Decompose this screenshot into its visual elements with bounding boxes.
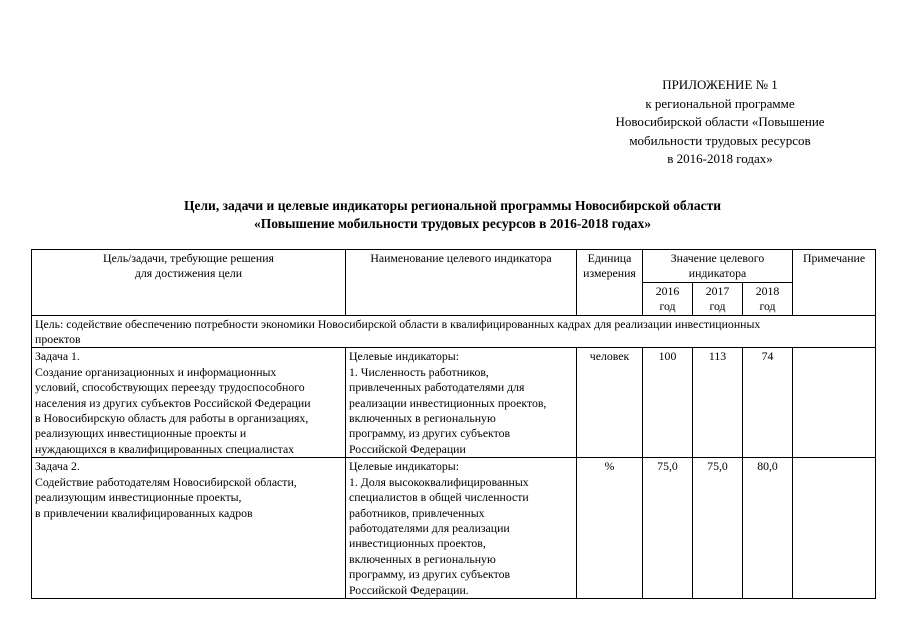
appendix-line: к региональной программе [645,95,795,111]
goal-row [32,315,876,348]
unit-cell: человек [577,348,643,458]
value-2016-cell: 75,0 [643,458,693,599]
header-year-2017: 2017 год [693,282,743,315]
task-cell: Задача 1. Создание организационных и информационных условий, способствующих переезду трудоспособного населения из других субъектов Российской Федерации в Новосибирскую область для работы в организациях, реализующих инвестиционные проекты и нуждающихся в квалифицированных специалистах [32,348,346,458]
appendix-line: в 2016-2018 годах» [667,151,773,166]
header-unit: Единица измерения [577,250,643,316]
appendix-line: ПРИЛОЖЕНИЕ № 1 [662,77,778,92]
header-row [32,250,876,283]
value-2017-cell: 75,0 [693,458,743,599]
document-title [0,197,905,232]
title-line: Цели, задачи и целевые индикаторы региональной программы Новосибирской области [183,198,721,213]
header-indicator-name: Наименование целевого индикатора [346,250,577,316]
unit-cell: % [577,458,643,599]
indicator-cell: Целевые индикаторы: 1. Доля высококвалифицированных специалистов в общей численности работников, привлеченных работодателями для реализации инвестиционных проектов, включенных в региональную программу, из других субъектов Российской Федерации. [346,458,577,599]
header-goal-tasks: Цель/задачи, требующие решения для достижения цели [32,250,346,316]
task-cell: Задача 2. Содействие работодателям Новосибирской области, реализующим инвестиционные проекты, в привлечении квалифицированных кадров [32,458,346,599]
indicators-table [31,249,876,599]
appendix-line: мобильности трудовых ресурсов [629,132,811,148]
title-line: «Повышение мобильности трудовых ресурсов в 2016-2018 годах» [254,215,651,231]
header-year-2018: 2018 год [743,282,793,315]
appendix-line: Новосибирской области «Повышение [615,114,825,129]
appendix-header [600,76,840,169]
indicator-cell: Целевые индикаторы: 1. Численность работников, привлеченных работодателями для реализации инвестиционных проектов, включенных в региональную программу, из других субъектов Российской Федерации [346,348,577,458]
header-note: Примечание [793,250,876,316]
header-year-2016: 2016 год [643,282,693,315]
note-cell [793,458,876,599]
value-2018-cell: 80,0 [743,458,793,599]
goal-cell: Цель: содействие обеспечению потребности экономики Новосибирской области в квалифицированных кадрах для реализации инвестиционных проектов [32,315,876,348]
value-2018-cell: 74 [743,348,793,458]
value-2017-cell: 113 [693,348,743,458]
table-row [32,458,876,599]
note-cell [793,348,876,458]
value-2016-cell: 100 [643,348,693,458]
header-value: Значение целевого индикатора [643,250,793,283]
table-row [32,348,876,458]
